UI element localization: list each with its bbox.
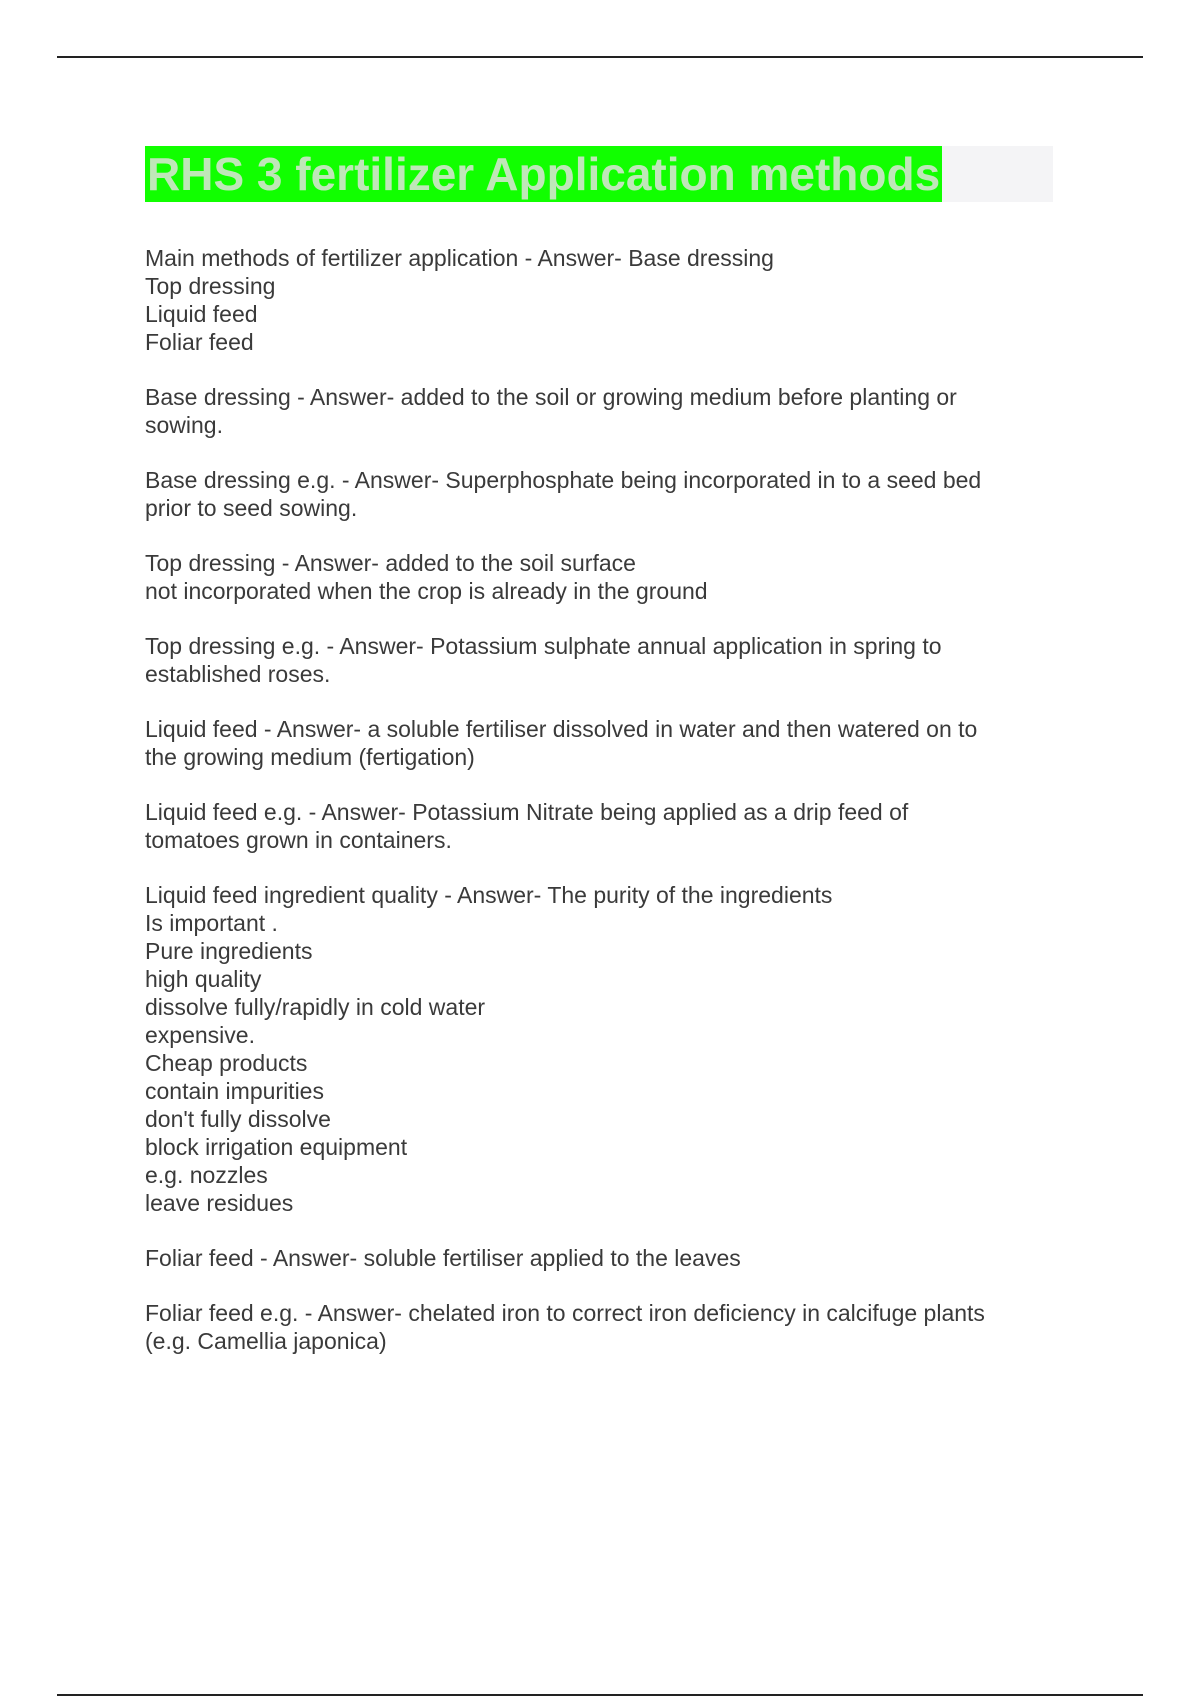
qa-text: Liquid feed ingredient quality - Answer- The purity of the ingredients Is important . Pure ingredients high quality dissolve fully/rapidly in cold water expensive. Cheap products contain impurities don't fully dissolve block irrigation equipment e.g. nozzles leave residues: [145, 882, 833, 1216]
qa-text: Top dressing e.g. - Answer- Potassium sulphate annual application in spring to established roses.: [145, 633, 942, 687]
qa-item-foliar-feed-example: [145, 1299, 1045, 1355]
qa-item-liquid-feed-quality: [145, 881, 1045, 1217]
qa-item-top-dressing: [145, 549, 1045, 605]
qa-text: Top dressing - Answer- added to the soil surface not incorporated when the crop is already in the ground: [145, 550, 708, 604]
page-title: RHS 3 fertilizer Application methods: [147, 148, 941, 200]
qa-item-base-dressing-example: [145, 466, 1045, 522]
qa-text: Liquid feed - Answer- a soluble fertiliser dissolved in water and then watered on to the growing medium (fertigation): [145, 716, 978, 770]
qa-item-base-dressing: [145, 383, 1045, 439]
qa-text: Foliar feed e.g. - Answer- chelated iron to correct iron deficiency in calcifuge plants (e.g. Camellia japonica): [145, 1300, 985, 1354]
qa-item-liquid-feed-example: [145, 798, 1045, 854]
qa-item-main-methods: [145, 244, 1045, 356]
qa-item-liquid-feed: [145, 715, 1045, 771]
qa-item-top-dressing-example: [145, 632, 1045, 688]
qa-text: Base dressing - Answer- added to the soil or growing medium before planting or sowing.: [145, 384, 957, 438]
footer-rule: [57, 1694, 1143, 1696]
header-rule: [57, 56, 1143, 58]
qa-text: Liquid feed e.g. - Answer- Potassium Nitrate being applied as a drip feed of tomatoes grown in containers.: [145, 799, 909, 853]
qa-text: Foliar feed - Answer- soluble fertiliser applied to the leaves: [145, 1245, 741, 1271]
qa-text: Base dressing e.g. - Answer- Superphosphate being incorporated in to a seed bed prior to seed sowing.: [145, 467, 982, 521]
qa-item-foliar-feed: [145, 1244, 1045, 1272]
qa-text: Main methods of fertilizer application - Answer- Base dressing Top dressing Liquid feed Foliar feed: [145, 245, 774, 355]
document-body: [145, 244, 1045, 1382]
